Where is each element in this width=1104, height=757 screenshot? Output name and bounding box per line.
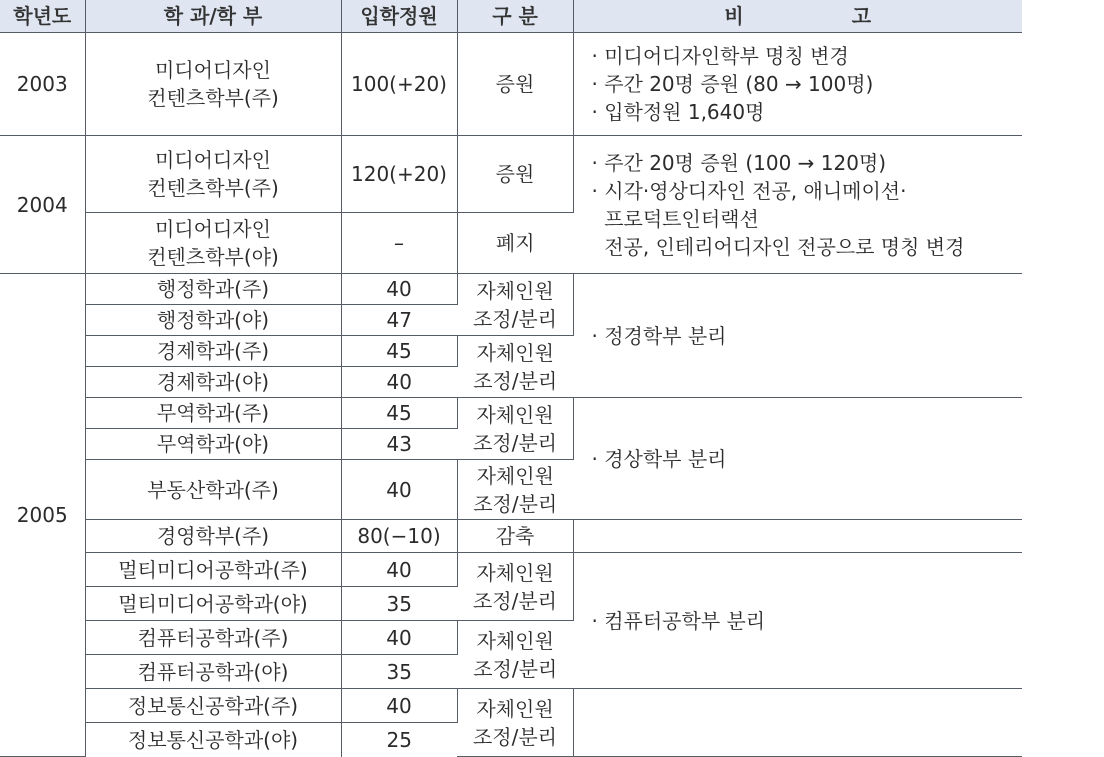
cell-quota: 45: [341, 398, 457, 429]
table-row: [0, 689, 1022, 723]
cell-quota: 80(−10): [341, 520, 457, 553]
cell-category: 폐지: [457, 213, 573, 274]
cell-note: · 경상학부 분리: [573, 398, 1022, 520]
cell-year: 2005: [0, 274, 85, 757]
category-line: 자체인원: [476, 340, 554, 365]
category-line: 조정/분리: [472, 306, 558, 331]
cell-department: [85, 213, 341, 274]
cell-department: 멀티미디어공학과(야): [85, 587, 341, 621]
header-category: 구 분: [457, 0, 573, 33]
table-row-2004-a: [0, 136, 1022, 213]
header-year: 학년도: [0, 0, 85, 33]
cell-quota: 40: [341, 689, 457, 723]
cell-note: · 정경학부 분리: [573, 274, 1022, 398]
cell-category: [457, 398, 573, 460]
cell-category: 증원: [457, 136, 573, 213]
cell-category: [457, 274, 573, 336]
category-line: 조정/분리: [473, 491, 558, 516]
cell-category: [457, 460, 573, 520]
cell-category: [457, 621, 573, 689]
cell-quota: 40: [341, 553, 457, 587]
header-note-right: 고: [851, 4, 872, 28]
category-line: 자체인원: [476, 278, 554, 303]
note-line: · 주간 20명 증원 (80 → 100명): [591, 72, 874, 96]
table-row: [0, 398, 1022, 429]
cell-department: 컴퓨터공학과(야): [85, 655, 341, 689]
note-line: 전공, 인테리어디자인 전공으로 명칭 변경: [591, 234, 965, 259]
cell-department: 행정학과(야): [85, 305, 341, 336]
cell-department: [85, 33, 341, 136]
header-note: [573, 0, 1022, 33]
department-line: 컨텐츠학부(야): [147, 245, 279, 269]
department-line: 컨텐츠학부(주): [147, 86, 279, 110]
cell-department: 경영학부(주): [85, 520, 341, 553]
cell-note-empty: [573, 689, 1022, 757]
cell-department: 무역학과(야): [85, 429, 341, 460]
cell-department: 행정학과(주): [85, 274, 341, 305]
category-line: 조정/분리: [473, 368, 558, 393]
cell-category: [457, 336, 573, 398]
cell-quota: 45: [341, 336, 457, 367]
cell-category: 증원: [457, 33, 573, 136]
cell-category: [457, 553, 573, 621]
cell-department: 경제학과(주): [85, 336, 341, 367]
note-line: · 입학정원 1,640명: [591, 100, 765, 124]
cell-category: 감축: [457, 520, 573, 553]
cell-quota: 25: [386, 727, 412, 752]
header-row: [0, 0, 1022, 33]
category-line: 조정/분리: [472, 430, 558, 455]
cell-department: 부동산학과(주): [85, 460, 341, 520]
note-line: · 미디어디자인학부 명칭 변경: [591, 44, 849, 68]
note-line: · 시각·영상디자인 전공, 애니메이션·: [591, 178, 907, 203]
cell-department: 멀티미디어공학과(주): [85, 553, 341, 587]
category-line: 조정/분리: [472, 588, 558, 613]
cell-quota: 40: [341, 460, 457, 520]
department-line: 미디어디자인: [155, 148, 271, 172]
table-row: [0, 274, 1022, 305]
cell-quota: 40: [341, 274, 457, 305]
cell-department: 무역학과(주): [85, 398, 341, 429]
category-line: 자체인원: [476, 402, 554, 427]
cell-department: 경제학과(야): [85, 367, 341, 398]
cell-category: [457, 689, 573, 757]
cell-year: 2004: [0, 136, 85, 274]
cell-quota: 47: [341, 305, 457, 336]
cell-quota: 35: [341, 655, 457, 689]
header-note-left: 비: [724, 4, 744, 28]
cell-department: 정보통신공학과(야): [85, 723, 341, 757]
cell-quota: 40: [341, 367, 457, 398]
header-department: 학 과/학 부: [85, 0, 341, 33]
cell-department: [85, 136, 341, 213]
table-row-2003: [0, 33, 1022, 136]
department-line: 컨텐츠학부(주): [147, 176, 279, 200]
table-row: [0, 553, 1022, 587]
cell-quota: –: [341, 213, 457, 274]
note-line: · 주간 20명 증원 (100 → 120명): [591, 150, 887, 175]
cell-department: 컴퓨터공학과(주): [85, 621, 341, 655]
header-quota: 입학정원: [341, 0, 457, 33]
category-line: 조정/분리: [473, 656, 558, 681]
table-row: [0, 520, 1022, 553]
category-line: 자체인원: [476, 560, 554, 585]
note-line: 프로덕트인터랙션: [591, 206, 759, 231]
category-line: 자체인원: [476, 696, 554, 721]
category-line: 조정/분리: [472, 724, 558, 749]
category-line: 자체인원: [476, 628, 554, 653]
department-line: 미디어디자인: [155, 58, 271, 82]
cell-department: 정보통신공학과(주): [85, 689, 341, 723]
cell-quota: 40: [341, 621, 457, 655]
cell-note: [573, 33, 1022, 136]
cell-quota: 35: [341, 587, 457, 621]
cell-quota: 120(+20): [341, 136, 457, 213]
cell-quota: 100(+20): [341, 33, 457, 136]
cell-quota: 43: [341, 429, 457, 460]
cell-note-empty: [573, 520, 1022, 553]
cell-year: 2003: [0, 33, 85, 136]
department-line: 미디어디자인: [155, 217, 271, 241]
cell-note: [573, 136, 1022, 274]
category-line: 자체인원: [476, 463, 554, 488]
cell-note: · 컴퓨터공학부 분리: [573, 553, 1022, 689]
